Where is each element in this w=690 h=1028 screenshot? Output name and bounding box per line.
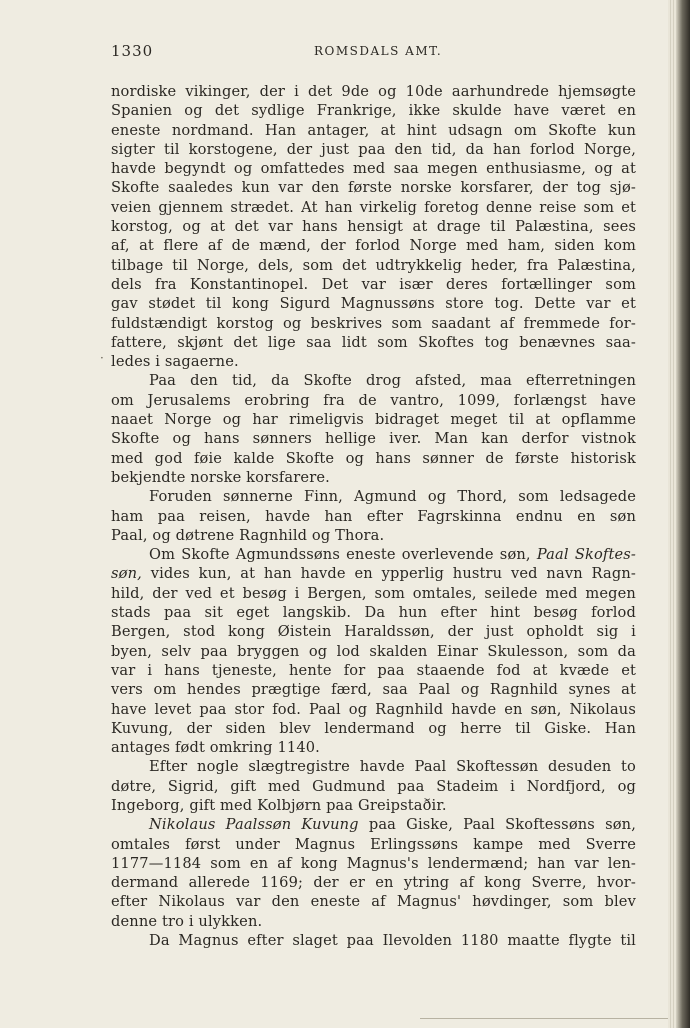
page-number: 1330 [111,42,154,60]
text-line: byen, selv paa bryggen og lod skalden Einar Skulesson, som da [111,642,636,660]
text-line: Foruden sønnerne Finn, Agmund og Thord, som ledsagede [149,488,636,506]
text-line: tilbage til Norge, dels, som det udtrykkelig heder, fra Palæstina, [111,256,636,274]
text-line: Da Magnus efter slaget paa Ilevolden 1180 maatte flygte til [149,932,636,950]
margin-mark: · [100,351,104,365]
text-line: korstog, og at det var hans hensigt at drage til Palæstina, sees [111,218,636,236]
text-line: eneste nordmand. Han antager, at hint udsagn om Skofte kun [111,121,636,139]
text-line: Paa den tid, da Skofte drog afsted, maa efterretningen [149,372,636,390]
text-line: efter Nikolaus var den eneste af Magnus' høvdinger, som blev [111,893,636,911]
text-line: af, at flere af de mænd, der forlod Norge med ham, siden kom [111,237,636,255]
text-line: hild, der ved et besøg i Bergen, som omtales, seilede med megen [111,584,636,602]
person-name-italic: søn, [111,565,142,583]
text-line: Paal, og døtrene Ragnhild og Thora. [111,526,385,544]
text-line: Kuvung, der siden blev lendermand og herre til Giske. Han [111,719,636,737]
text-line: 1177—1184 som en af kong Magnus's lendermænd; han var len- [111,854,636,872]
running-head: ROMSDALS AMT. [314,44,443,58]
text-line: dels fra Konstantinopel. Det var især deres fortællinger som [111,275,636,293]
text-line: omtales først under Magnus Erlingssøns kampe med Sverre [111,835,636,853]
text-line: Skofte saaledes kun var den første norske korsfarer, der tog sjø- [111,179,636,197]
text-line: fuldstændigt korstog og beskrives som saadant af fremmede for- [111,314,636,332]
text-line: have levet paa stor fod. Paal og Ragnhild havde en søn, Nikolaus [111,700,636,718]
text-segment: vides kun, at han havde en ypperlig hustru ved navn Ragn- [150,565,636,583]
text-line: Ingeborg, gift med Kolbjørn paa Greipstaðir. [111,796,447,814]
text-line-mixed [111,545,636,564]
text-line-mixed [111,815,636,834]
text-line: havde begyndt og omfattedes med saa megen enthusiasme, og at [111,160,636,178]
text-line: med god føie kalde Skofte og hans sønner de første historisk [111,449,636,467]
text-line: ham paa reisen, havde han efter Fagrskinna endnu en søn [111,507,636,525]
text-line: nordiske vikinger, der i det 9de og 10de aarhundrede hjemsøgte [111,83,636,100]
text-line: sigter til korstogene, der just paa den tid, da han forlod Norge, [111,140,636,158]
text-line: om Jerusalems erobring fra de vantro, 1099, forlængst have [111,391,636,409]
page-edge-lines [668,0,676,1028]
text-line: dermand allerede 1169; der er en ytring af kong Sverre, hvor- [111,874,636,892]
body-text [111,82,636,950]
text-line: Efter nogle slægtregistre havde Paal Skoftessøn desuden to [149,758,636,776]
text-line: antages født omkring 1140. [111,739,320,757]
text-segment: paa Giske, Paal Skoftessøns søn, [368,816,636,834]
text-line: Skofte og hans sønners hellige iver. Man kan derfor vistnok [111,430,636,448]
text-line: vers om hendes prægtige færd, saa Paal og Ragnhild synes at [111,681,636,699]
text-line: denne tro i ulykken. [111,912,263,930]
text-line: veien gjennem strædet. At han virkelig foretog denne reise som et [111,198,636,216]
text-line: bekjendte norske korsfarere. [111,468,330,486]
text-line: Bergen, stod kong Øistein Haraldssøn, der just opholdt sig i [111,623,636,641]
text-line: Spanien og det sydlige Frankrige, ikke skulde have været en [111,102,636,120]
page-header [111,42,636,64]
text-line-mixed [111,564,636,583]
text-line: var i hans tjeneste, hente for paa staaende fod at kvæde et [111,661,636,679]
person-name-italic: Nikolaus Paalssøn Kuvung [149,816,359,834]
person-name-italic: Paal Skoftes- [536,546,636,564]
book-spine-edge [676,0,690,1028]
text-line: fattere, skjønt det lige saa lidt som Skoftes tog benævnes saa- [111,333,636,351]
page-bottom-fold [420,1018,668,1022]
text-line: gav stødet til kong Sigurd Magnussøns store tog. Dette var et [111,295,636,313]
text-line: naaet Norge og har rimeligvis bidraget meget til at opflamme [111,411,636,429]
text-line: døtre, Sigrid, gift med Gudmund paa Stadeim i Nordfjord, og [111,777,636,795]
text-line: stads paa sit eget langskib. Da hun efter hint besøg forlod [111,604,636,622]
text-line: ledes i sagaerne. [111,353,239,371]
text-segment: Om Skofte Agmundssøns eneste overlevende søn, [149,546,531,564]
